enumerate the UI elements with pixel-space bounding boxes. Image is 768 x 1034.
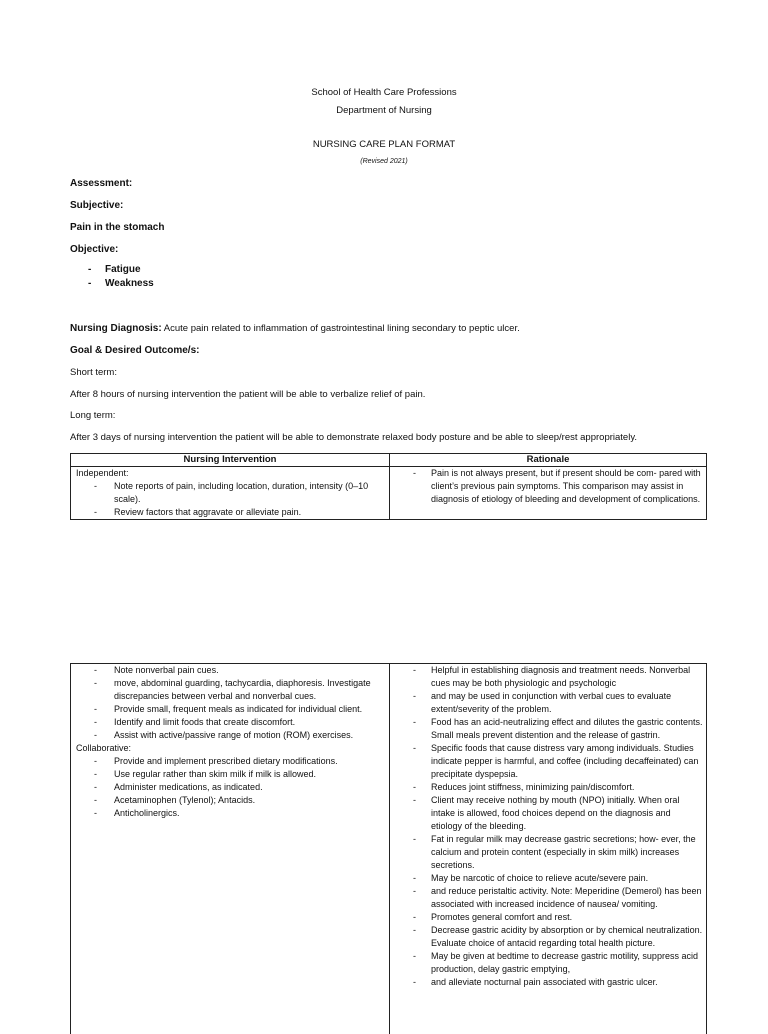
rationale-text: Food has an acid-neutralizing effect and dilutes the gastric contents. Small meals prevent distention and the release of gastrin. — [431, 717, 703, 740]
objective-list — [88, 263, 154, 291]
dash-bullet: - — [88, 277, 105, 291]
list-item — [74, 664, 386, 677]
intervention-text: Use regular rather than skim milk if milk is allowed. — [114, 769, 316, 779]
dash-bullet: - — [413, 924, 416, 937]
list-item — [74, 480, 386, 506]
intervention-text: Provide and implement prescribed dietary modifications. — [114, 756, 338, 766]
rationale-text: Fat in regular milk may decrease gastric secretions; how- ever, the calcium and protein content (especially in skim milk) increases secretions. — [431, 834, 696, 870]
format-title: NURSING CARE PLAN FORMAT — [0, 139, 768, 150]
dash-bullet: - — [94, 506, 97, 519]
header-rationale: Rationale — [390, 454, 707, 467]
intervention-text: Assist with active/passive range of motion (ROM) exercises. — [114, 730, 353, 740]
diagnosis-label: Nursing Diagnosis: — [70, 323, 162, 334]
list-item — [393, 716, 703, 742]
dash-bullet: - — [94, 703, 97, 716]
dash-bullet: - — [413, 742, 416, 755]
rationale-text: May be narcotic of choice to relieve acute/severe pain. — [431, 873, 648, 883]
rationale-text: May be given at bedtime to decrease gastric motility, suppress acid production, delay gastric emptying, — [431, 951, 698, 974]
dash-bullet: - — [94, 677, 97, 690]
list-item — [74, 794, 386, 807]
dash-bullet: - — [413, 885, 416, 898]
independent-label: Independent: — [74, 467, 386, 480]
intervention-text: Acetaminophen (Tylenol); Antacids. — [114, 795, 255, 805]
rationale-text: Pain is not always present, but if present should be com- pared with client’s previous pain symptoms. This comparison may assist in diagnosis of etiology of bleeding and development of complications. — [431, 468, 701, 504]
intervention-text: move, abdominal guarding, tachycardia, diaphoresis. Investigate discrepancies between verbal and nonverbal cues. — [114, 678, 371, 701]
short-term-label: Short term: — [70, 367, 117, 378]
intervention-cell — [71, 664, 390, 1034]
list-item — [393, 872, 703, 885]
dash-bullet: - — [88, 263, 105, 277]
rationale-text: Promotes general comfort and rest. — [431, 912, 572, 922]
list-item — [74, 807, 386, 820]
diagnosis-text: Acute pain related to inflammation of gastrointestinal lining secondary to peptic ulcer. — [162, 323, 520, 334]
rationale-cell — [390, 467, 707, 520]
dash-bullet: - — [413, 716, 416, 729]
dash-bullet: - — [413, 976, 416, 989]
assessment-label: Assessment: — [70, 178, 132, 189]
list-item — [74, 703, 386, 716]
list-item — [88, 277, 154, 291]
list-item — [393, 742, 703, 781]
dash-bullet: - — [94, 755, 97, 768]
intervention-text: Anticholinergics. — [114, 808, 180, 818]
list-item — [393, 950, 703, 976]
rationale-text: Reduces joint stiffness, minimizing pain/discomfort. — [431, 782, 634, 792]
subjective-value: Pain in the stomach — [70, 222, 164, 233]
rationale-text: Client may receive nothing by mouth (NPO) initially. When oral intake is allowed, food choices depend on the diagnosis and etiology of the bleeding. — [431, 795, 679, 831]
list-item — [88, 263, 154, 277]
list-item — [393, 924, 703, 950]
intervention-text: Note nonverbal pain cues. — [114, 665, 219, 675]
dash-bullet: - — [413, 950, 416, 963]
list-item — [74, 768, 386, 781]
dash-bullet: - — [413, 664, 416, 677]
header-nursing-intervention: Nursing Intervention — [71, 454, 390, 467]
dash-bullet: - — [94, 664, 97, 677]
list-item — [393, 911, 703, 924]
list-item — [74, 506, 386, 519]
list-item — [393, 794, 703, 833]
dash-bullet: - — [413, 690, 416, 703]
list-item — [393, 976, 703, 989]
list-item — [74, 781, 386, 794]
objective-label: Objective: — [70, 244, 118, 255]
dash-bullet: - — [94, 807, 97, 820]
revised-note: (Revised 2021) — [0, 158, 768, 165]
list-item — [74, 755, 386, 768]
list-item — [74, 716, 386, 729]
dash-bullet: - — [94, 716, 97, 729]
care-plan-table-2 — [70, 663, 707, 1034]
collaborative-label: Collaborative: — [74, 742, 386, 755]
dash-bullet: - — [413, 794, 416, 807]
dash-bullet: - — [413, 911, 416, 924]
school-name: School of Health Care Professions — [0, 87, 768, 98]
rationale-text: and alleviate nocturnal pain associated with gastric ulcer. — [431, 977, 658, 987]
list-item — [393, 885, 703, 911]
dash-bullet: - — [94, 480, 97, 493]
dash-bullet: - — [413, 781, 416, 794]
short-term-text: After 8 hours of nursing intervention the patient will be able to verbalize relief of pain. — [70, 389, 425, 400]
intervention-text: Review factors that aggravate or alleviate pain. — [114, 507, 301, 517]
dash-bullet: - — [94, 729, 97, 742]
rationale-cell — [390, 664, 707, 1034]
dash-bullet: - — [413, 467, 416, 480]
list-item — [393, 781, 703, 794]
subjective-label: Subjective: — [70, 200, 123, 211]
rationale-text: Specific foods that cause distress vary among individuals. Studies indicate pepper is harmful, and coffee (including decaffeinated) can precipitate dyspepsia. — [431, 743, 698, 779]
rationale-text: Helpful in establishing diagnosis and treatment needs. Nonverbal cues may be both physiologic and psychologic — [431, 665, 690, 688]
rationale-text: Decrease gastric acidity by absorption or by chemical neutralization. Evaluate choice of antacid regarding total health picture. — [431, 925, 702, 948]
intervention-cell — [71, 467, 390, 520]
list-item — [393, 467, 703, 506]
objective-item: Fatigue — [105, 264, 141, 275]
rationale-text: and may be used in conjunction with verbal cues to evaluate extent/severity of the problem. — [431, 691, 671, 714]
list-item — [393, 664, 703, 690]
list-item — [393, 690, 703, 716]
long-term-label: Long term: — [70, 410, 115, 421]
list-item — [393, 833, 703, 872]
dash-bullet: - — [413, 872, 416, 885]
long-term-text: After 3 days of nursing intervention the patient will be able to demonstrate relaxed body posture and be able to sleep/rest appropriately. — [70, 432, 637, 443]
intervention-text: Provide small, frequent meals as indicated for individual client. — [114, 704, 362, 714]
intervention-text: Note reports of pain, including location, duration, intensity (0–10 scale). — [114, 481, 368, 504]
care-plan-table-1 — [70, 453, 707, 520]
objective-item: Weakness — [105, 278, 154, 289]
list-item — [74, 677, 386, 703]
nursing-diagnosis — [70, 323, 520, 334]
dash-bullet: - — [413, 833, 416, 846]
list-item — [74, 729, 386, 742]
rationale-text: and reduce peristaltic activity. Note: Meperidine (Demerol) has been associated with increased incidence of nausea/ vomiting. — [431, 886, 701, 909]
goal-label: Goal & Desired Outcome/s: — [70, 345, 199, 356]
intervention-text: Identify and limit foods that create discomfort. — [114, 717, 295, 727]
dash-bullet: - — [94, 781, 97, 794]
department-name: Department of Nursing — [0, 105, 768, 116]
dash-bullet: - — [94, 768, 97, 781]
dash-bullet: - — [94, 794, 97, 807]
intervention-text: Administer medications, as indicated. — [114, 782, 263, 792]
